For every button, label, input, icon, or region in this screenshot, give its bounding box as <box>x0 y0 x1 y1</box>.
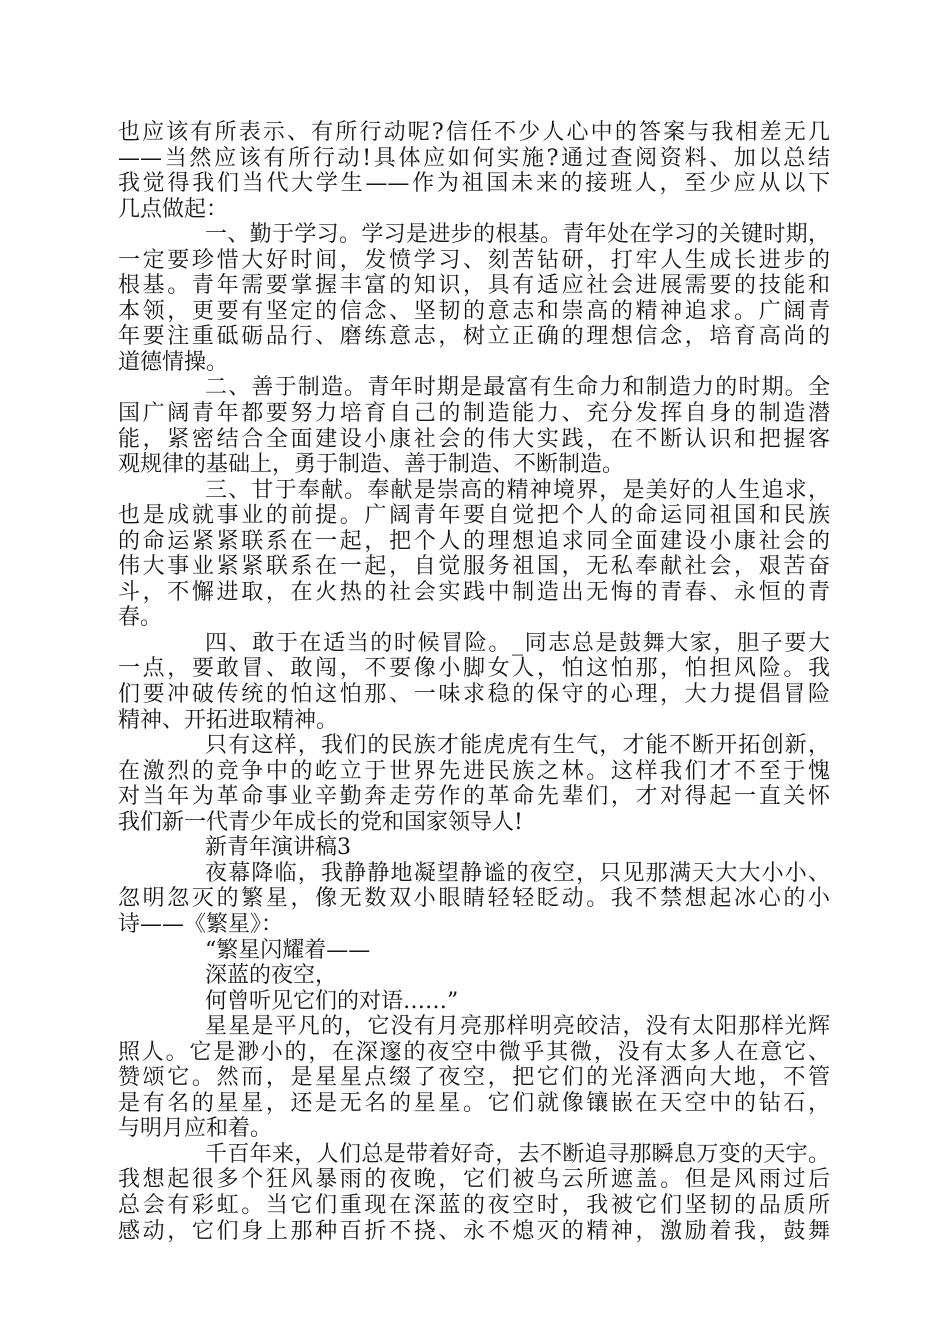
text-line: 我觉得我们当代大学生——作为祖国未来的接班人，至少应从以下 <box>118 171 830 197</box>
text-line: 感动，它们身上那种百折不挠、永不熄灭的精神，激励着我，鼓舞 <box>118 1218 830 1244</box>
paragraph <box>118 120 830 222</box>
text-line: 我们新一代青少年成长的党和国家领导人! <box>118 809 523 835</box>
text-line: 四、敢于在适当的时候冒险。_同志总是鼓舞大家，胆子要大 <box>205 630 830 656</box>
text-line: 在激烈的竞争中的屹立于世界先进民族之林。这样我们才不至于愧 <box>118 758 830 784</box>
text-line: 照人。它是渺小的，在深邃的夜空中微乎其微，没有太多人在意它、 <box>118 1039 830 1065</box>
text-line: 年要注重砥砺品行、磨练意志，树立正确的理想信念，培育高尚的 <box>118 324 830 350</box>
paragraph <box>118 375 830 477</box>
text-line: 根基。青年需要掌握丰富的知识，具有适应社会进展需要的技能和 <box>118 273 830 299</box>
text-line: 精神、开拓进取精神。 <box>118 707 339 733</box>
section-heading <box>118 835 830 861</box>
text-line: 几点做起： <box>118 196 229 222</box>
text-line: 观规律的基础上，勇于制造、善于制造、不断制造。 <box>118 452 625 478</box>
text-line: 千百年来，人们总是带着好奇，去不断追寻那瞬息万变的天宇。 <box>205 1141 830 1167</box>
text-line: 的命运紧紧联系在一起，把个人的理想追求同全面建设小康社会的 <box>118 528 830 554</box>
text-line: 星星是平凡的，它没有月亮那样明亮皎洁，没有太阳那样光辉 <box>205 1014 830 1040</box>
text-line: 春。 <box>118 605 163 631</box>
paragraph <box>118 861 830 938</box>
text-line: 总会有彩虹。当它们重现在深蓝的夜空时，我被它们坚韧的品质所 <box>118 1192 830 1218</box>
text-line: 与明月应和着。 <box>118 1116 273 1142</box>
poem-quote <box>118 938 830 964</box>
paragraph <box>118 1014 830 1142</box>
heading-line: 新青年演讲稿3 <box>205 835 351 861</box>
text-line: 一点，要敢冒、敢闯，不要像小脚女人，怕这怕那，怕担风险。我 <box>118 656 830 682</box>
text-line: 三、甘于奉献。奉献是崇高的精神境界，是美好的人生追求， <box>205 477 830 503</box>
text-line: ——当然应该有所行动!具体应如何实施?通过查阅资料、加以总结 <box>118 145 830 171</box>
text-line: 忽明忽灭的繁星，像无数双小眼睛轻轻眨动。我不禁想起冰心的小 <box>118 886 830 912</box>
text-line: 道德情操。 <box>118 349 229 375</box>
text-line: 一、勤于学习。学习是进步的根基。青年处在学习的关键时期， <box>205 222 830 248</box>
text-line: 诗——《繁星》： <box>118 911 284 937</box>
text-line: 能，紧密结合全面建设小康社会的伟大实践，在不断认识和把握客 <box>118 426 830 452</box>
text-line: 斗，不懈进取，在火热的社会实践中制造出无悔的青春、永恒的青 <box>118 579 830 605</box>
poem-line: “繁星闪耀着—— <box>205 937 371 963</box>
paragraph <box>118 478 830 631</box>
poem-quote <box>118 963 830 989</box>
paragraph <box>118 222 830 375</box>
document-page <box>118 120 830 1244</box>
text-line: 一定要珍惜大好时间，发愤学习、刻苦钻研，打牢人生成长进步的 <box>118 247 830 273</box>
paragraph <box>118 1142 830 1244</box>
paragraph <box>118 631 830 733</box>
poem-line: 深蓝的夜空， <box>205 963 338 989</box>
text-line: 国广阔青年都要努力培育自己的制造能力、充分发挥自身的制造潜 <box>118 401 830 427</box>
text-line: 也应该有所表示、有所行动呢?信任不少人心中的答案与我相差无几 <box>118 120 830 145</box>
text-line: 夜幕降临，我静静地凝望静谧的夜空，只见那满天大大小小、 <box>205 860 830 886</box>
text-line: 也是成就事业的前提。广阔青年要自觉把个人的命运同祖国和民族 <box>118 503 830 529</box>
text-line: 二、善于制造。青年时期是最富有生命力和制造力的时期。全 <box>205 375 830 401</box>
text-line: 们要冲破传统的怕这怕那、一味求稳的保守的心理，大力提倡冒险 <box>118 682 830 708</box>
text-line: 是有名的星星，还是无名的星星。它们就像镶嵌在天空中的钻石， <box>118 1090 830 1116</box>
poem-quote <box>118 989 830 1015</box>
text-line: 赞颂它。然而，是星星点缀了夜空，把它们的光泽洒向大地，不管 <box>118 1065 830 1091</box>
text-line: 我想起很多个狂风暴雨的夜晚，它们被乌云所遮盖。但是风雨过后 <box>118 1167 830 1193</box>
text-line: 只有这样，我们的民族才能虎虎有生气，才能不断开拓创新， <box>205 733 830 759</box>
text-line: 本领，更要有坚定的信念、坚韧的意志和崇高的精神追求。广阔青 <box>118 298 830 324</box>
text-line: 伟大事业紧紧联系在一起，自觉服务祖国，无私奉献社会，艰苦奋 <box>118 554 830 580</box>
text-line: 对当年为革命事业辛勤奔走劳作的革命先辈们，才对得起一直关怀 <box>118 784 830 810</box>
paragraph <box>118 733 830 835</box>
poem-line: 何曾听见它们的对语……” <box>205 988 459 1014</box>
